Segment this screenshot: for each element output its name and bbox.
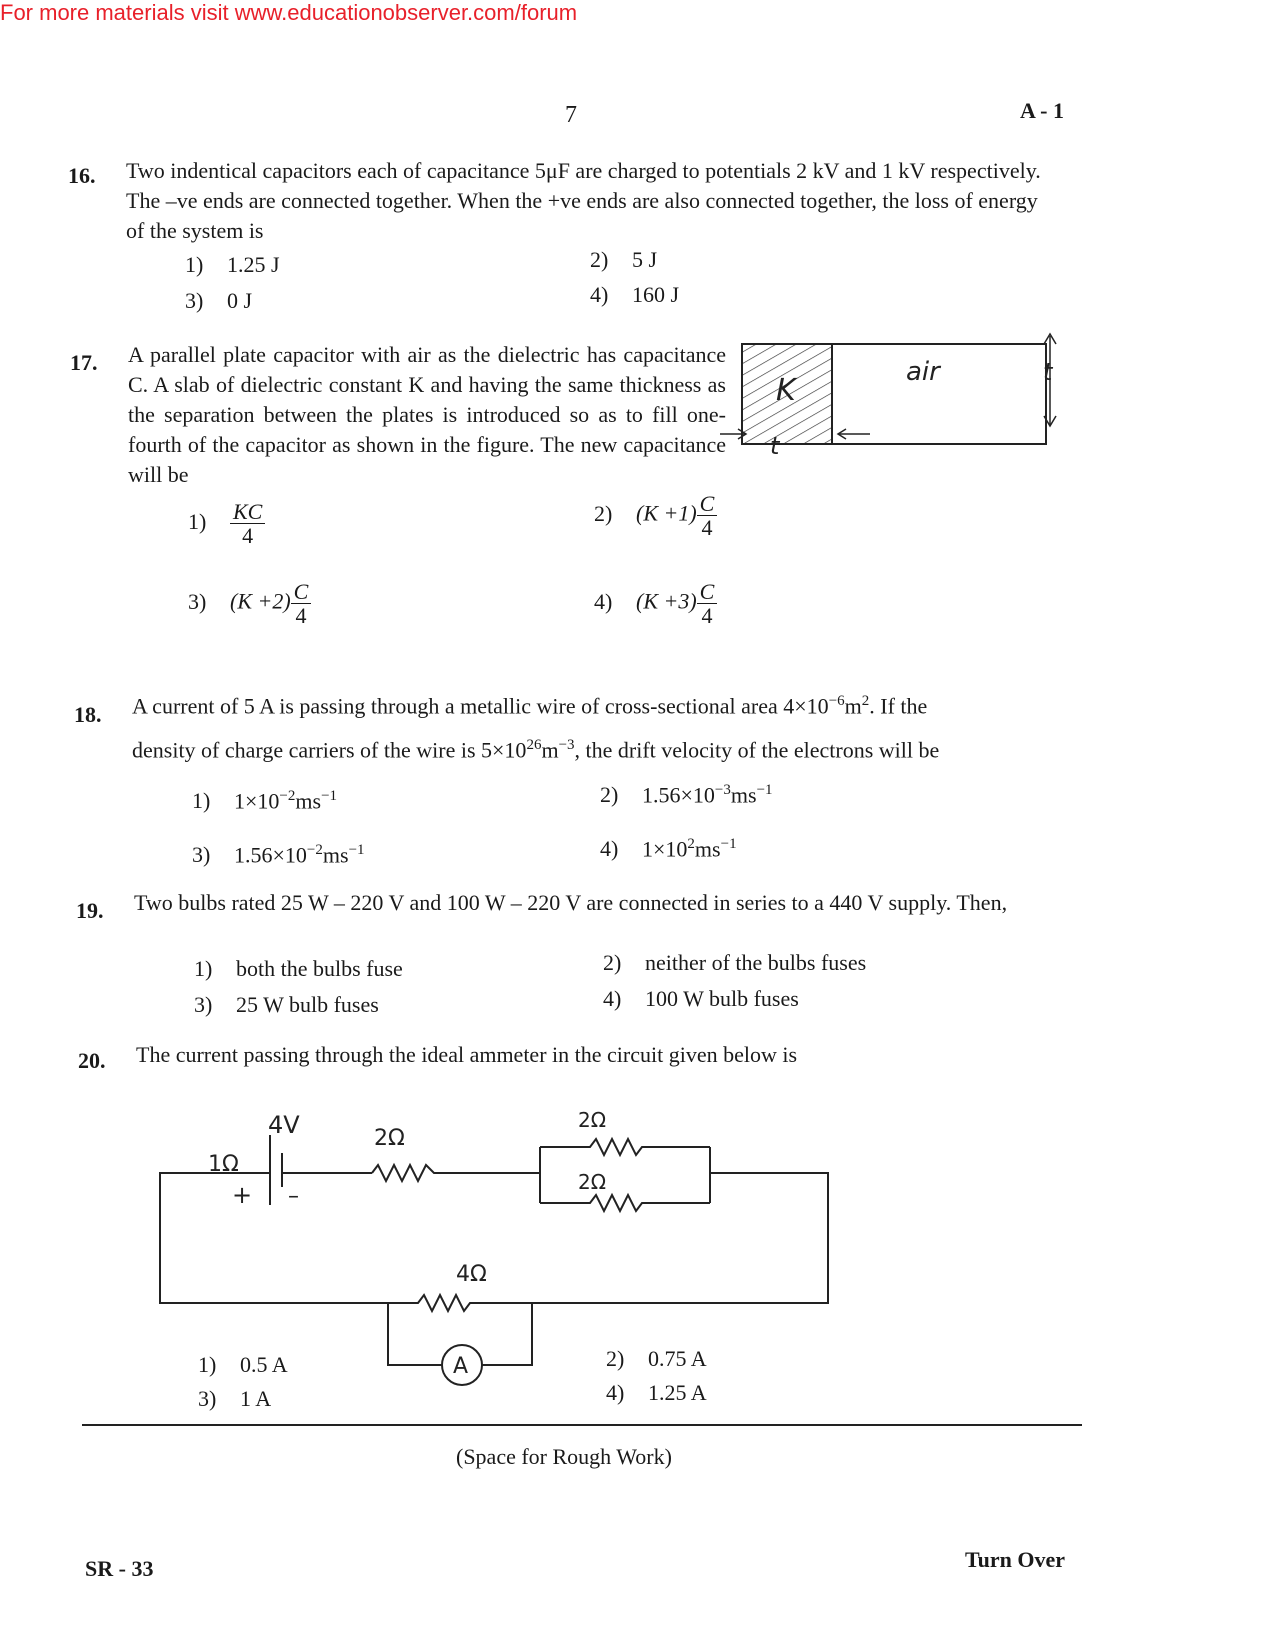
option-unit: ms [295,788,322,814]
option-label: 2) [603,950,622,975]
option-exp: 2 [687,836,695,852]
q18-text-d: , the drift velocity of the electrons will be [574,737,940,763]
air-label: air [906,357,940,387]
option-label: 1) [198,1352,217,1377]
option-text: 0 J [227,288,253,313]
rough-work-label: (Space for Rough Work) [456,1444,672,1469]
option-text: 1 A [240,1386,272,1411]
option-exp: −2 [279,788,296,804]
footer-code: SR - 33 [85,1556,154,1581]
option-16-4[interactable] [590,282,679,308]
denominator: 4 [701,515,713,541]
ammeter-branch-right [482,1303,532,1365]
option-unit-exp: −1 [756,782,773,798]
q18-density-unit-exp: −3 [558,737,575,753]
option-18-2[interactable] [600,782,773,808]
thickness-label: t [1043,358,1053,386]
q18-density-unit: m [541,737,559,763]
q18-area: 4×10 [783,693,829,719]
option-label: 3) [185,288,204,313]
option-unit-exp: −1 [321,788,338,804]
option-mantissa: 1×10 [642,836,688,862]
denominator: 4 [701,603,713,629]
option-text: 0.5 A [240,1352,288,1377]
option-label: 3) [192,842,211,868]
question-text-18-line2 [132,730,1082,765]
option-unit: ms [322,842,349,868]
option-16-1[interactable] [185,252,280,278]
numerator: C [697,492,718,516]
parallel-bottom-label: 2Ω [578,1170,607,1194]
option-prefix: (K +2) [230,588,291,614]
wire-left [160,1173,388,1303]
option-text: 5 J [632,247,658,272]
q18-density: 5×10 [481,737,527,763]
option-label: 1) [188,508,207,534]
ammeter-label: A [453,1354,469,1379]
option-label: 3) [188,588,207,614]
option-exp: −3 [714,782,731,798]
question-text-20: The current passing through the ideal ammeter in the circuit given below is [136,1042,798,1067]
option-label: 2) [606,1346,625,1371]
option-mantissa: 1×10 [234,788,280,814]
option-text: 25 W bulb fuses [236,992,379,1017]
option-label: 2) [594,500,613,526]
page-number: 7 [565,102,577,128]
parallel-top-label: 2Ω [578,1108,607,1132]
numerator: C [291,580,312,604]
option-16-3[interactable] [185,288,252,314]
slab-label: K [776,373,796,408]
option-prefix: (K +3) [636,588,697,614]
question-text-17: A parallel plate capacitor with air as the dielectric has capacitance C. A slab of dielectric constant K and having the same thickness as the separation between the plates is introduced so as to fill one-fourth of the capacitor as shown in the figure. The new capacitance will be [128,342,726,487]
question-text-19: Two bulbs rated 25 W – 220 V and 100 W – 220 V are connected in series to a 440 V supply. Then, [134,890,1008,915]
option-label: 2) [590,247,609,272]
denominator: 4 [242,523,254,549]
question-number-16: 16. [68,163,96,188]
capacitor-figure [720,330,1070,480]
parallel-top-resistor [540,1139,710,1155]
series-resistor [372,1165,450,1181]
circuit-diagram [150,1085,850,1395]
option-text: both the bulbs fuse [236,956,403,981]
option-label: 4) [590,282,609,307]
q18-density-exp: 26 [526,737,542,753]
q18-text-c: density of charge carriers of the wire is [132,737,476,763]
question-number-19: 19. [76,898,104,923]
fraction [697,492,718,539]
divider-line [82,1424,1082,1426]
option-label: 2) [600,782,619,808]
paper-code: A - 1 [1020,98,1064,123]
option-unit-exp: −1 [720,836,737,852]
option-17-3[interactable] [188,580,311,627]
option-18-3[interactable] [192,842,365,868]
option-label: 1) [194,956,213,981]
ammeter-branch [388,1303,442,1365]
option-19-4[interactable] [603,986,799,1012]
option-17-1[interactable] [188,500,265,547]
wire-right [532,1173,828,1303]
emf-label: 4V [268,1111,300,1139]
minus-label: – [288,1184,299,1209]
width-label: t [770,432,780,460]
option-label: 4) [606,1380,625,1405]
option-text: 100 W bulb fuses [645,986,799,1011]
option-label: 1) [192,788,211,814]
option-exp: −2 [306,842,323,858]
plus-label: + [232,1181,253,1209]
q18-text-b: . If the [869,693,928,719]
parallel-bottom-resistor [540,1195,710,1211]
option-19-1[interactable] [194,956,403,982]
q18-area-exp: −6 [828,693,845,709]
option-label: 3) [194,992,213,1017]
denominator: 4 [295,603,307,629]
option-text: 0.75 A [648,1346,707,1371]
option-label: 4) [600,836,619,862]
bottom-resistor [388,1295,532,1311]
bottom-resistor-label: 4Ω [456,1262,487,1287]
option-prefix: (K +1) [636,500,697,526]
fraction [697,580,718,627]
watermark-link[interactable]: For more materials visit www.educationobserver.com/forum [0,0,578,25]
option-text: neither of the bulbs fuses [645,950,867,975]
series-resistor-label: 2Ω [374,1126,405,1151]
option-17-4[interactable] [594,580,717,627]
q18-area-unit-exp: 2 [861,693,870,709]
option-18-1[interactable] [192,788,337,814]
option-16-2[interactable] [590,247,657,273]
internal-resistance-label: 1Ω [208,1152,239,1177]
q18-area-unit: m [844,693,862,719]
option-text: 1.25 J [227,252,280,277]
question-number-17: 17. [70,350,98,375]
option-label: 1) [185,252,204,277]
option-20-4[interactable] [606,1380,707,1406]
numerator: C [697,580,718,604]
option-label: 3) [198,1386,217,1411]
question-text-16: Two indentical capacitors each of capacitance 5μF are charged to potentials 2 kV and 1 kV respectively. The –ve ends are connected together. When the +ve ends are also connected together, the loss of energy of the system is [126,158,1041,243]
option-text: 1.25 A [648,1380,707,1405]
question-number-20: 20. [78,1048,106,1073]
fraction [230,500,265,547]
fraction [291,580,312,627]
numerator: KC [230,500,265,524]
option-20-1[interactable] [198,1352,288,1378]
option-19-2[interactable] [603,950,866,976]
option-unit-exp: −1 [348,842,365,858]
option-18-4[interactable] [600,836,737,862]
turn-over-label: Turn Over [965,1547,1066,1572]
question-number-18: 18. [74,702,102,727]
q18-text-a: A current of 5 A is passing through a metallic wire of cross-sectional area [132,693,778,719]
option-mantissa: 1.56×10 [234,842,307,868]
option-19-3[interactable] [194,992,379,1018]
option-label: 4) [603,986,622,1011]
option-17-2[interactable] [594,492,717,539]
option-unit: ms [694,836,721,862]
option-label: 4) [594,588,613,614]
question-text-18-line1 [132,686,1082,721]
option-mantissa: 1.56×10 [642,782,715,808]
option-20-3[interactable] [198,1386,271,1412]
option-unit: ms [730,782,757,808]
option-text: 160 J [632,282,680,307]
option-20-2[interactable] [606,1346,707,1372]
